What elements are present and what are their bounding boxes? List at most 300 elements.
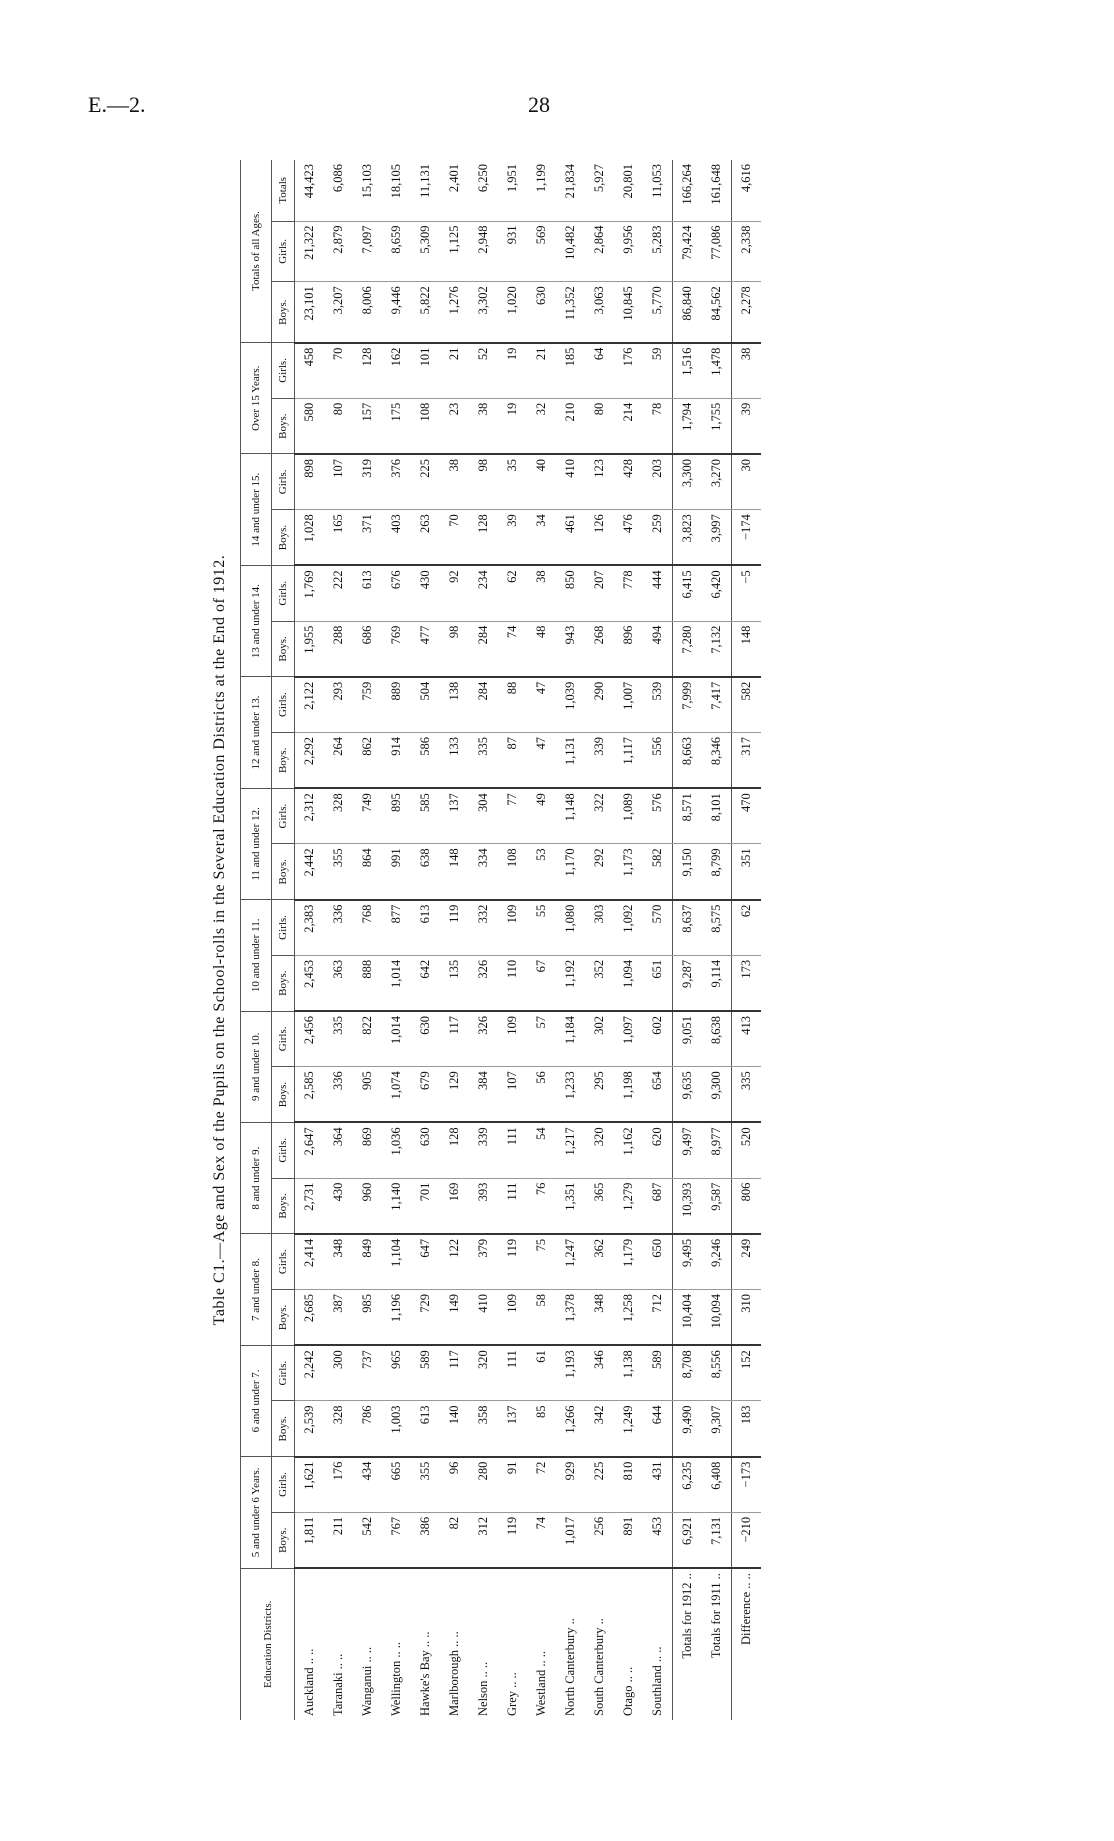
table-cell: 290 xyxy=(585,677,614,733)
table-cell: 1,017 xyxy=(556,1512,585,1568)
table-cell: 7,417 xyxy=(702,677,732,733)
table-cell: 960 xyxy=(353,1178,382,1234)
rotated-table-block xyxy=(200,160,800,1720)
table-cell: 2,685 xyxy=(295,1290,325,1346)
table-cell: 686 xyxy=(353,621,382,677)
table-cell: 207 xyxy=(585,565,614,621)
boys-subheader: Boys. xyxy=(272,398,295,454)
table-cell: 7,097 xyxy=(353,221,382,282)
table-cell: 1,233 xyxy=(556,1067,585,1123)
boys-subheader: Boys. xyxy=(272,1401,295,1457)
table-cell: 431 xyxy=(643,1457,673,1513)
table-cell: 1,276 xyxy=(440,282,469,343)
district-name: Otago .. .. xyxy=(621,1666,635,1716)
table-cell: 889 xyxy=(382,677,411,733)
table-cell: 1,196 xyxy=(382,1290,411,1346)
table-row xyxy=(643,160,673,1720)
table-cell: 8,799 xyxy=(702,844,732,900)
table-cell: 767 xyxy=(382,1512,411,1568)
table-cell: 21 xyxy=(440,343,469,399)
table-cell: 7,132 xyxy=(702,621,732,677)
table-cell: 82 xyxy=(440,1512,469,1568)
table-cell: 152 xyxy=(732,1345,762,1401)
table-cell: 76 xyxy=(527,1178,556,1234)
table-cell: 303 xyxy=(585,900,614,956)
table-cell: 38 xyxy=(527,565,556,621)
district-name: Totals for 1911 .. xyxy=(709,1573,723,1659)
district-name: Marlborough .. .. xyxy=(447,1631,461,1716)
district-name: Difference .. .. xyxy=(732,1568,762,1720)
table-cell: 8,637 xyxy=(673,900,703,956)
table-cell: 585 xyxy=(411,788,440,844)
table-cell: 905 xyxy=(353,1067,382,1123)
table-cell: 358 xyxy=(469,1401,498,1457)
table-cell: −173 xyxy=(732,1457,762,1513)
girls-subheader: Girls. xyxy=(272,900,295,956)
table-cell: 1,192 xyxy=(556,955,585,1011)
table-row xyxy=(353,160,382,1720)
table-cell: 1,028 xyxy=(295,510,325,566)
table-cell: 339 xyxy=(585,733,614,789)
table-cell: 379 xyxy=(469,1234,498,1290)
table-cell: 1,769 xyxy=(295,565,325,621)
table-cell: 965 xyxy=(382,1345,411,1401)
table-cell: 2,122 xyxy=(295,677,325,733)
table-cell: 403 xyxy=(382,510,411,566)
boys-subheader: Boys. xyxy=(272,955,295,1011)
table-cell: 1,173 xyxy=(614,844,643,900)
table-cell: 3,823 xyxy=(673,510,703,566)
table-cell: 1,811 xyxy=(295,1512,325,1568)
table-cell: 6,420 xyxy=(702,565,732,621)
table-cell: 122 xyxy=(440,1234,469,1290)
table-cell: 72 xyxy=(527,1457,556,1513)
table-cell: 376 xyxy=(382,454,411,510)
table-cell: 107 xyxy=(498,1067,527,1123)
table-cell: 10,404 xyxy=(673,1290,703,1346)
table-row xyxy=(614,160,643,1720)
table-cell: 6,235 xyxy=(673,1457,703,1513)
table-cell: 8,556 xyxy=(702,1345,732,1401)
table-cell: 877 xyxy=(382,900,411,956)
table-cell: 64 xyxy=(585,343,614,399)
table-cell: 30 xyxy=(732,454,762,510)
table-cell: 35 xyxy=(498,454,527,510)
district-name: Wanganui .. .. xyxy=(360,1646,374,1716)
table-cell: 169 xyxy=(440,1178,469,1234)
table-cell: 110 xyxy=(498,955,527,1011)
table-cell: 117 xyxy=(440,1345,469,1401)
table-cell: 40 xyxy=(527,454,556,510)
table-cell: 38 xyxy=(469,398,498,454)
table-cell: 11,131 xyxy=(411,160,440,221)
totals-subheader: Totals xyxy=(272,160,295,221)
table-cell: 320 xyxy=(585,1122,614,1178)
table-cell: 2,383 xyxy=(295,900,325,956)
table-cell: 352 xyxy=(585,955,614,1011)
table-cell: 9,300 xyxy=(702,1067,732,1123)
age-group-header: Totals of all Ages. xyxy=(241,160,272,343)
table-cell: 70 xyxy=(324,343,353,399)
table-cell: 332 xyxy=(469,900,498,956)
age-group-header: Over 15 Years. xyxy=(241,343,272,454)
table-row xyxy=(556,160,585,1720)
table-cell: 1,258 xyxy=(614,1290,643,1346)
table-cell: 58 xyxy=(527,1290,556,1346)
table-cell: 9,497 xyxy=(673,1122,703,1178)
table-cell: 613 xyxy=(353,565,382,621)
table-cell: 470 xyxy=(732,788,762,844)
table-cell: 1,014 xyxy=(382,1011,411,1067)
table-cell: 613 xyxy=(411,1401,440,1457)
table-cell: 74 xyxy=(527,1512,556,1568)
table-cell: 642 xyxy=(411,955,440,1011)
table-cell: 1,020 xyxy=(498,282,527,343)
girls-subheader: Girls. xyxy=(272,1345,295,1401)
table-row xyxy=(440,160,469,1720)
table-cell: 140 xyxy=(440,1401,469,1457)
table-cell: 19 xyxy=(498,343,527,399)
table-cell: 2,292 xyxy=(295,733,325,789)
boys-subheader: Boys. xyxy=(272,282,295,343)
table-cell: 8,575 xyxy=(702,900,732,956)
table-cell: 679 xyxy=(411,1067,440,1123)
table-cell: 9,150 xyxy=(673,844,703,900)
table-cell: 2,731 xyxy=(295,1178,325,1234)
table-cell: 2,948 xyxy=(469,221,498,282)
table-cell: 1,007 xyxy=(614,677,643,733)
table-cell: 342 xyxy=(585,1401,614,1457)
table-cell: 268 xyxy=(585,621,614,677)
table-cell: 387 xyxy=(324,1290,353,1346)
table-cell: 1,140 xyxy=(382,1178,411,1234)
girls-subheader: Girls. xyxy=(272,1457,295,1513)
table-cell: 687 xyxy=(643,1178,673,1234)
table-cell: 52 xyxy=(469,343,498,399)
table-cell: −5 xyxy=(732,565,762,621)
table-row xyxy=(585,160,614,1720)
table-cell: 185 xyxy=(556,343,585,399)
table-cell: 6,415 xyxy=(673,565,703,621)
table-cell: 23,101 xyxy=(295,282,325,343)
table-cell: 630 xyxy=(527,282,556,343)
table-cell: 39 xyxy=(498,510,527,566)
table-cell: 346 xyxy=(585,1345,614,1401)
girls-subheader: Girls. xyxy=(272,343,295,399)
table-cell: 1,955 xyxy=(295,621,325,677)
boys-subheader: Boys. xyxy=(272,510,295,566)
table-cell: 2,442 xyxy=(295,844,325,900)
table-cell: 310 xyxy=(732,1290,762,1346)
table-cell: 1,092 xyxy=(614,900,643,956)
table-cell: 630 xyxy=(411,1122,440,1178)
table-cell: 117 xyxy=(440,1011,469,1067)
table-cell: 128 xyxy=(353,343,382,399)
table-cell: 2,453 xyxy=(295,955,325,1011)
table-cell: 712 xyxy=(643,1290,673,1346)
table-cell: 355 xyxy=(324,844,353,900)
table-cell: 1,478 xyxy=(702,343,732,399)
district-name: Nelson .. .. xyxy=(476,1661,490,1716)
table-cell: 173 xyxy=(732,955,762,1011)
girls-subheader: Girls. xyxy=(272,1234,295,1290)
table-cell: 77,086 xyxy=(702,221,732,282)
table-cell: 38 xyxy=(440,454,469,510)
table-cell: 10,845 xyxy=(614,282,643,343)
table-cell: 6,408 xyxy=(702,1457,732,1513)
table-cell: 1,193 xyxy=(556,1345,585,1401)
table-cell: 768 xyxy=(353,900,382,956)
table-cell: 18,105 xyxy=(382,160,411,221)
table-cell: 2,312 xyxy=(295,788,325,844)
table-cell: 87 xyxy=(498,733,527,789)
table-cell: 280 xyxy=(469,1457,498,1513)
table-cell: 1,003 xyxy=(382,1401,411,1457)
table-cell: 85 xyxy=(527,1401,556,1457)
table-row xyxy=(382,160,411,1720)
table-cell: 5,822 xyxy=(411,282,440,343)
district-name: Grey .. .. xyxy=(505,1672,519,1716)
table-cell: 336 xyxy=(324,1067,353,1123)
table-cell: 888 xyxy=(353,955,382,1011)
table-cell: 5,309 xyxy=(411,221,440,282)
table-cell: 119 xyxy=(498,1512,527,1568)
table-cell: 317 xyxy=(732,733,762,789)
table-cell: 476 xyxy=(614,510,643,566)
table-cell: 4,616 xyxy=(732,160,762,221)
girls-subheader: Girls. xyxy=(272,677,295,733)
age-group-header: 12 and under 13. xyxy=(241,677,272,788)
table-cell: 650 xyxy=(643,1234,673,1290)
table-cell: 8,977 xyxy=(702,1122,732,1178)
table-cell: 326 xyxy=(469,1011,498,1067)
table-cell: 1,131 xyxy=(556,733,585,789)
age-sex-table xyxy=(240,160,761,1720)
table-cell: 109 xyxy=(498,1011,527,1067)
table-cell: 638 xyxy=(411,844,440,900)
table-cell: 129 xyxy=(440,1067,469,1123)
table-cell: 542 xyxy=(353,1512,382,1568)
table-cell: 135 xyxy=(440,955,469,1011)
table-cell: 211 xyxy=(324,1512,353,1568)
girls-subheader: Girls. xyxy=(272,788,295,844)
table-cell: 582 xyxy=(643,844,673,900)
table-cell: 263 xyxy=(411,510,440,566)
age-group-header: 8 and under 9. xyxy=(241,1122,272,1233)
table-cell: 9,956 xyxy=(614,221,643,282)
table-cell: 128 xyxy=(440,1122,469,1178)
table-row xyxy=(469,160,498,1720)
table-cell: 665 xyxy=(382,1457,411,1513)
table-cell: 84,562 xyxy=(702,282,732,343)
table-row xyxy=(295,160,325,1720)
table-cell: 8,663 xyxy=(673,733,703,789)
table-cell: 9,287 xyxy=(673,955,703,1011)
table-cell: 48 xyxy=(527,621,556,677)
table-cell: 7,131 xyxy=(702,1512,732,1568)
table-cell: 21 xyxy=(527,343,556,399)
table-cell: 2,456 xyxy=(295,1011,325,1067)
district-name: South Canterbury .. xyxy=(592,1618,606,1716)
table-cell: 3,063 xyxy=(585,282,614,343)
table-row xyxy=(673,160,703,1720)
age-group-header: 6 and under 7. xyxy=(241,1345,272,1456)
table-cell: 111 xyxy=(498,1122,527,1178)
district-name: Hawke's Bay .. .. xyxy=(418,1631,432,1716)
table-cell: 210 xyxy=(556,398,585,454)
table-cell: 74 xyxy=(498,621,527,677)
table-cell: 148 xyxy=(440,844,469,900)
table-cell: 2,864 xyxy=(585,221,614,282)
table-cell: 322 xyxy=(585,788,614,844)
table-cell: 364 xyxy=(324,1122,353,1178)
table-cell: 589 xyxy=(643,1345,673,1401)
table-row xyxy=(324,160,353,1720)
table-cell: 850 xyxy=(556,565,585,621)
table-cell: 15,103 xyxy=(353,160,382,221)
table-cell: 109 xyxy=(498,900,527,956)
table-cell: 162 xyxy=(382,343,411,399)
table-cell: 21,834 xyxy=(556,160,585,221)
table-cell: 602 xyxy=(643,1011,673,1067)
table-cell: 453 xyxy=(643,1512,673,1568)
table-cell: 47 xyxy=(527,677,556,733)
table-cell: 138 xyxy=(440,677,469,733)
table-cell: 133 xyxy=(440,733,469,789)
table-cell: 183 xyxy=(732,1401,762,1457)
table-cell: 75 xyxy=(527,1234,556,1290)
table-cell: 9,587 xyxy=(702,1178,732,1234)
age-group-header: 11 and under 12. xyxy=(241,788,272,899)
table-cell: 328 xyxy=(324,1401,353,1457)
table-cell: 1,162 xyxy=(614,1122,643,1178)
table-cell: 54 xyxy=(527,1122,556,1178)
boys-subheader: Boys. xyxy=(272,733,295,789)
table-cell: 304 xyxy=(469,788,498,844)
table-cell: 1,249 xyxy=(614,1401,643,1457)
table-cell: 9,114 xyxy=(702,955,732,1011)
table-cell: 3,270 xyxy=(702,454,732,510)
boys-subheader: Boys. xyxy=(272,1067,295,1123)
table-cell: 1,036 xyxy=(382,1122,411,1178)
table-cell: 862 xyxy=(353,733,382,789)
table-cell: 256 xyxy=(585,1512,614,1568)
table-cell: 5,927 xyxy=(585,160,614,221)
table-cell: 1,755 xyxy=(702,398,732,454)
table-cell: 284 xyxy=(469,621,498,677)
table-cell: 355 xyxy=(411,1457,440,1513)
table-cell: 62 xyxy=(498,565,527,621)
table-cell: 34 xyxy=(527,510,556,566)
boys-subheader: Boys. xyxy=(272,1512,295,1568)
table-cell: 123 xyxy=(585,454,614,510)
table-cell: 869 xyxy=(353,1122,382,1178)
table-cell: 737 xyxy=(353,1345,382,1401)
table-cell: 569 xyxy=(527,221,556,282)
table-cell: 1,621 xyxy=(295,1457,325,1513)
table-cell: 137 xyxy=(440,788,469,844)
table-cell: 1,074 xyxy=(382,1067,411,1123)
table-cell: 98 xyxy=(469,454,498,510)
table-cell: 1,516 xyxy=(673,343,703,399)
table-cell: 59 xyxy=(643,343,673,399)
table-cell: 57 xyxy=(527,1011,556,1067)
table-cell: 2,401 xyxy=(440,160,469,221)
table-cell: 7,999 xyxy=(673,677,703,733)
boys-subheader: Boys. xyxy=(272,844,295,900)
table-cell: 111 xyxy=(498,1178,527,1234)
table-cell: 620 xyxy=(643,1122,673,1178)
table-cell: 225 xyxy=(585,1457,614,1513)
table-cell: 6,086 xyxy=(324,160,353,221)
table-cell: 249 xyxy=(732,1234,762,1290)
table-cell: 1,266 xyxy=(556,1401,585,1457)
table-cell: 461 xyxy=(556,510,585,566)
table-cell: 589 xyxy=(411,1345,440,1401)
table-cell: 580 xyxy=(295,398,325,454)
table-cell: 335 xyxy=(324,1011,353,1067)
table-cell: 88 xyxy=(498,677,527,733)
table-cell: 1,247 xyxy=(556,1234,585,1290)
table-cell: 20,801 xyxy=(614,160,643,221)
table-cell: 284 xyxy=(469,677,498,733)
boys-subheader: Boys. xyxy=(272,1290,295,1346)
table-cell: 225 xyxy=(411,454,440,510)
table-cell: 10,482 xyxy=(556,221,585,282)
table-cell: 644 xyxy=(643,1401,673,1457)
table-cell: 39 xyxy=(732,398,762,454)
table-cell: 9,490 xyxy=(673,1401,703,1457)
table-cell: 6,250 xyxy=(469,160,498,221)
table-cell: 70 xyxy=(440,510,469,566)
page-number: 28 xyxy=(528,92,550,117)
girls-subheader: Girls. xyxy=(272,454,295,510)
table-cell: 810 xyxy=(614,1457,643,1513)
table-cell: 864 xyxy=(353,844,382,900)
table-cell: 67 xyxy=(527,955,556,1011)
table-cell: 891 xyxy=(614,1512,643,1568)
table-cell: 410 xyxy=(469,1290,498,1346)
table-cell: 786 xyxy=(353,1401,382,1457)
table-cell: 108 xyxy=(411,398,440,454)
table-cell: 348 xyxy=(324,1234,353,1290)
district-name: Westland .. .. xyxy=(534,1651,548,1716)
table-cell: 9,495 xyxy=(673,1234,703,1290)
table-cell: 175 xyxy=(382,398,411,454)
table-cell: 108 xyxy=(498,844,527,900)
table-cell: 8,638 xyxy=(702,1011,732,1067)
table-cell: 2,647 xyxy=(295,1122,325,1178)
table-cell: 849 xyxy=(353,1234,382,1290)
table-cell: 126 xyxy=(585,510,614,566)
table-cell: 7,280 xyxy=(673,621,703,677)
table-cell: 434 xyxy=(353,1457,382,1513)
table-row xyxy=(702,160,732,1720)
table-cell: 214 xyxy=(614,398,643,454)
table-cell: 1,351 xyxy=(556,1178,585,1234)
table-cell: 5,770 xyxy=(643,282,673,343)
girls-subheader: Girls. xyxy=(272,1122,295,1178)
table-cell: 55 xyxy=(527,900,556,956)
table-cell: 931 xyxy=(498,221,527,282)
table-cell: 3,300 xyxy=(673,454,703,510)
table-cell: 1,117 xyxy=(614,733,643,789)
table-cell: 504 xyxy=(411,677,440,733)
table-cell: 9,635 xyxy=(673,1067,703,1123)
district-name: Taranaki .. .. xyxy=(331,1653,345,1716)
table-cell: 351 xyxy=(732,844,762,900)
table-cell: 991 xyxy=(382,844,411,900)
